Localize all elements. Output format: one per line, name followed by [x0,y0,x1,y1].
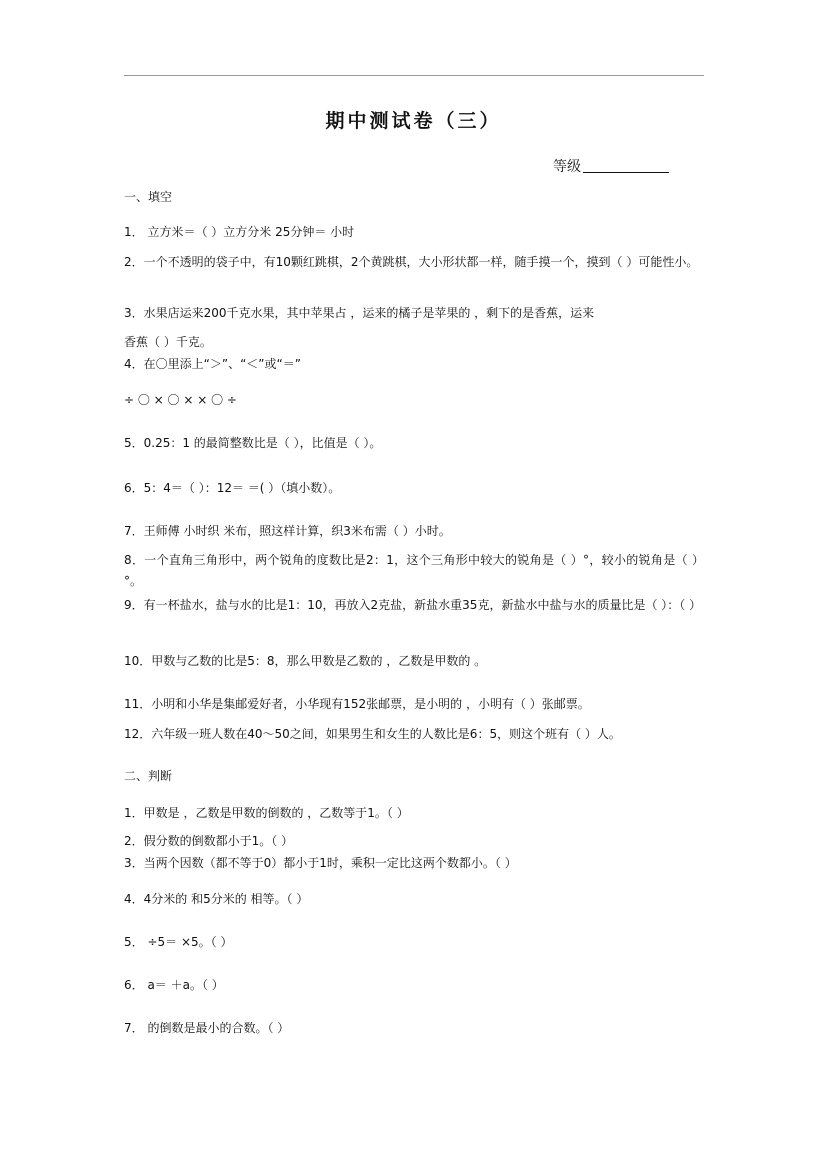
fill-question-4-comparisons: ÷ 〇 × 〇 × × 〇 ÷ [124,393,237,407]
section-heading-judge: 二、判断 [124,769,173,783]
fill-question-5: 5．0.25：1 的最简整数比是（ ），比值是（ ）。 [124,436,382,450]
fill-question-9: 9．有一杯盐水，盐与水的比是1：10，再放入2克盐，新盐水重35克，新盐水中盐与水的质量比是（ ）：（ ） [124,598,702,612]
judge-question-3: 3．当两个因数（都不等于0）都小于1时，乘积一定比这两个数都小。（ ） [124,856,517,870]
fill-question-6: 6．5：4＝（ ）：12＝ ＝( ）（填小数）。 [124,481,341,495]
fill-question-12: 12．六年级一班人数在40～50之间，如果男生和女生的人数比是6：5，则这个班有（ ）人。 [124,727,621,741]
fill-question-3-line-2: 香蕉（ ）千克。 [124,335,212,349]
judge-question-4: 4．4分米的 和5分米的 相等。（ ） [124,892,309,906]
judge-question-6: 6． a＝ ＋a。（ ） [124,978,224,992]
section-heading-fill: 一、填空 [124,190,173,204]
fill-question-1: 1． 立方米＝（ ）立方分米 25分钟＝ 小时 [124,225,355,239]
judge-question-2: 2．假分数的倒数都小于1。（ ） [124,834,294,848]
fill-question-2: 2．一个不透明的袋子中，有10颗红跳棋，2个黄跳棋，大小形状都一样，随手摸一个，摸到（ ）可能性小。 [124,255,699,269]
fill-question-8: 8．一个直角三角形中，两个锐角的度数比是2：1，这个三角形中较大的锐角是（ ）°，较小的锐角是（ ）°。 [124,553,704,588]
grade-blank[interactable] [583,158,669,173]
judge-question-5: 5． ÷5＝ ×5。（ ） [124,935,233,949]
fill-question-3-line-1: 3．水果店运来200千克水果，其中苹果占 ，运来的橘子是苹果的 ，剩下的是香蕉，运来 [124,306,595,320]
fill-question-7: 7．王师傅 小时织 米布，照这样计算，织3米布需（ ）小时。 [124,524,451,538]
judge-question-1: 1．甲数是 ，乙数是甲数的倒数的 ，乙数等于1。（ ） [124,806,409,820]
grade-field [553,156,669,176]
page-title: 期中测试卷（三） [325,110,502,132]
judge-question-7: 7． 的倒数是最小的合数。（ ） [124,1021,290,1035]
header-rule [124,75,704,76]
fill-question-4: 4．在〇里添上“＞”、“＜”或“＝” [124,357,301,371]
grade-label: 等级 [553,159,581,175]
fill-question-11: 11．小明和小华是集邮爱好者，小华现有152张邮票，是小明的 ，小明有（ ）张邮票。 [124,697,590,711]
fill-question-10: 10．甲数与乙数的比是5：8，那么甲数是乙数的 ，乙数是甲数的 。 [124,654,487,668]
